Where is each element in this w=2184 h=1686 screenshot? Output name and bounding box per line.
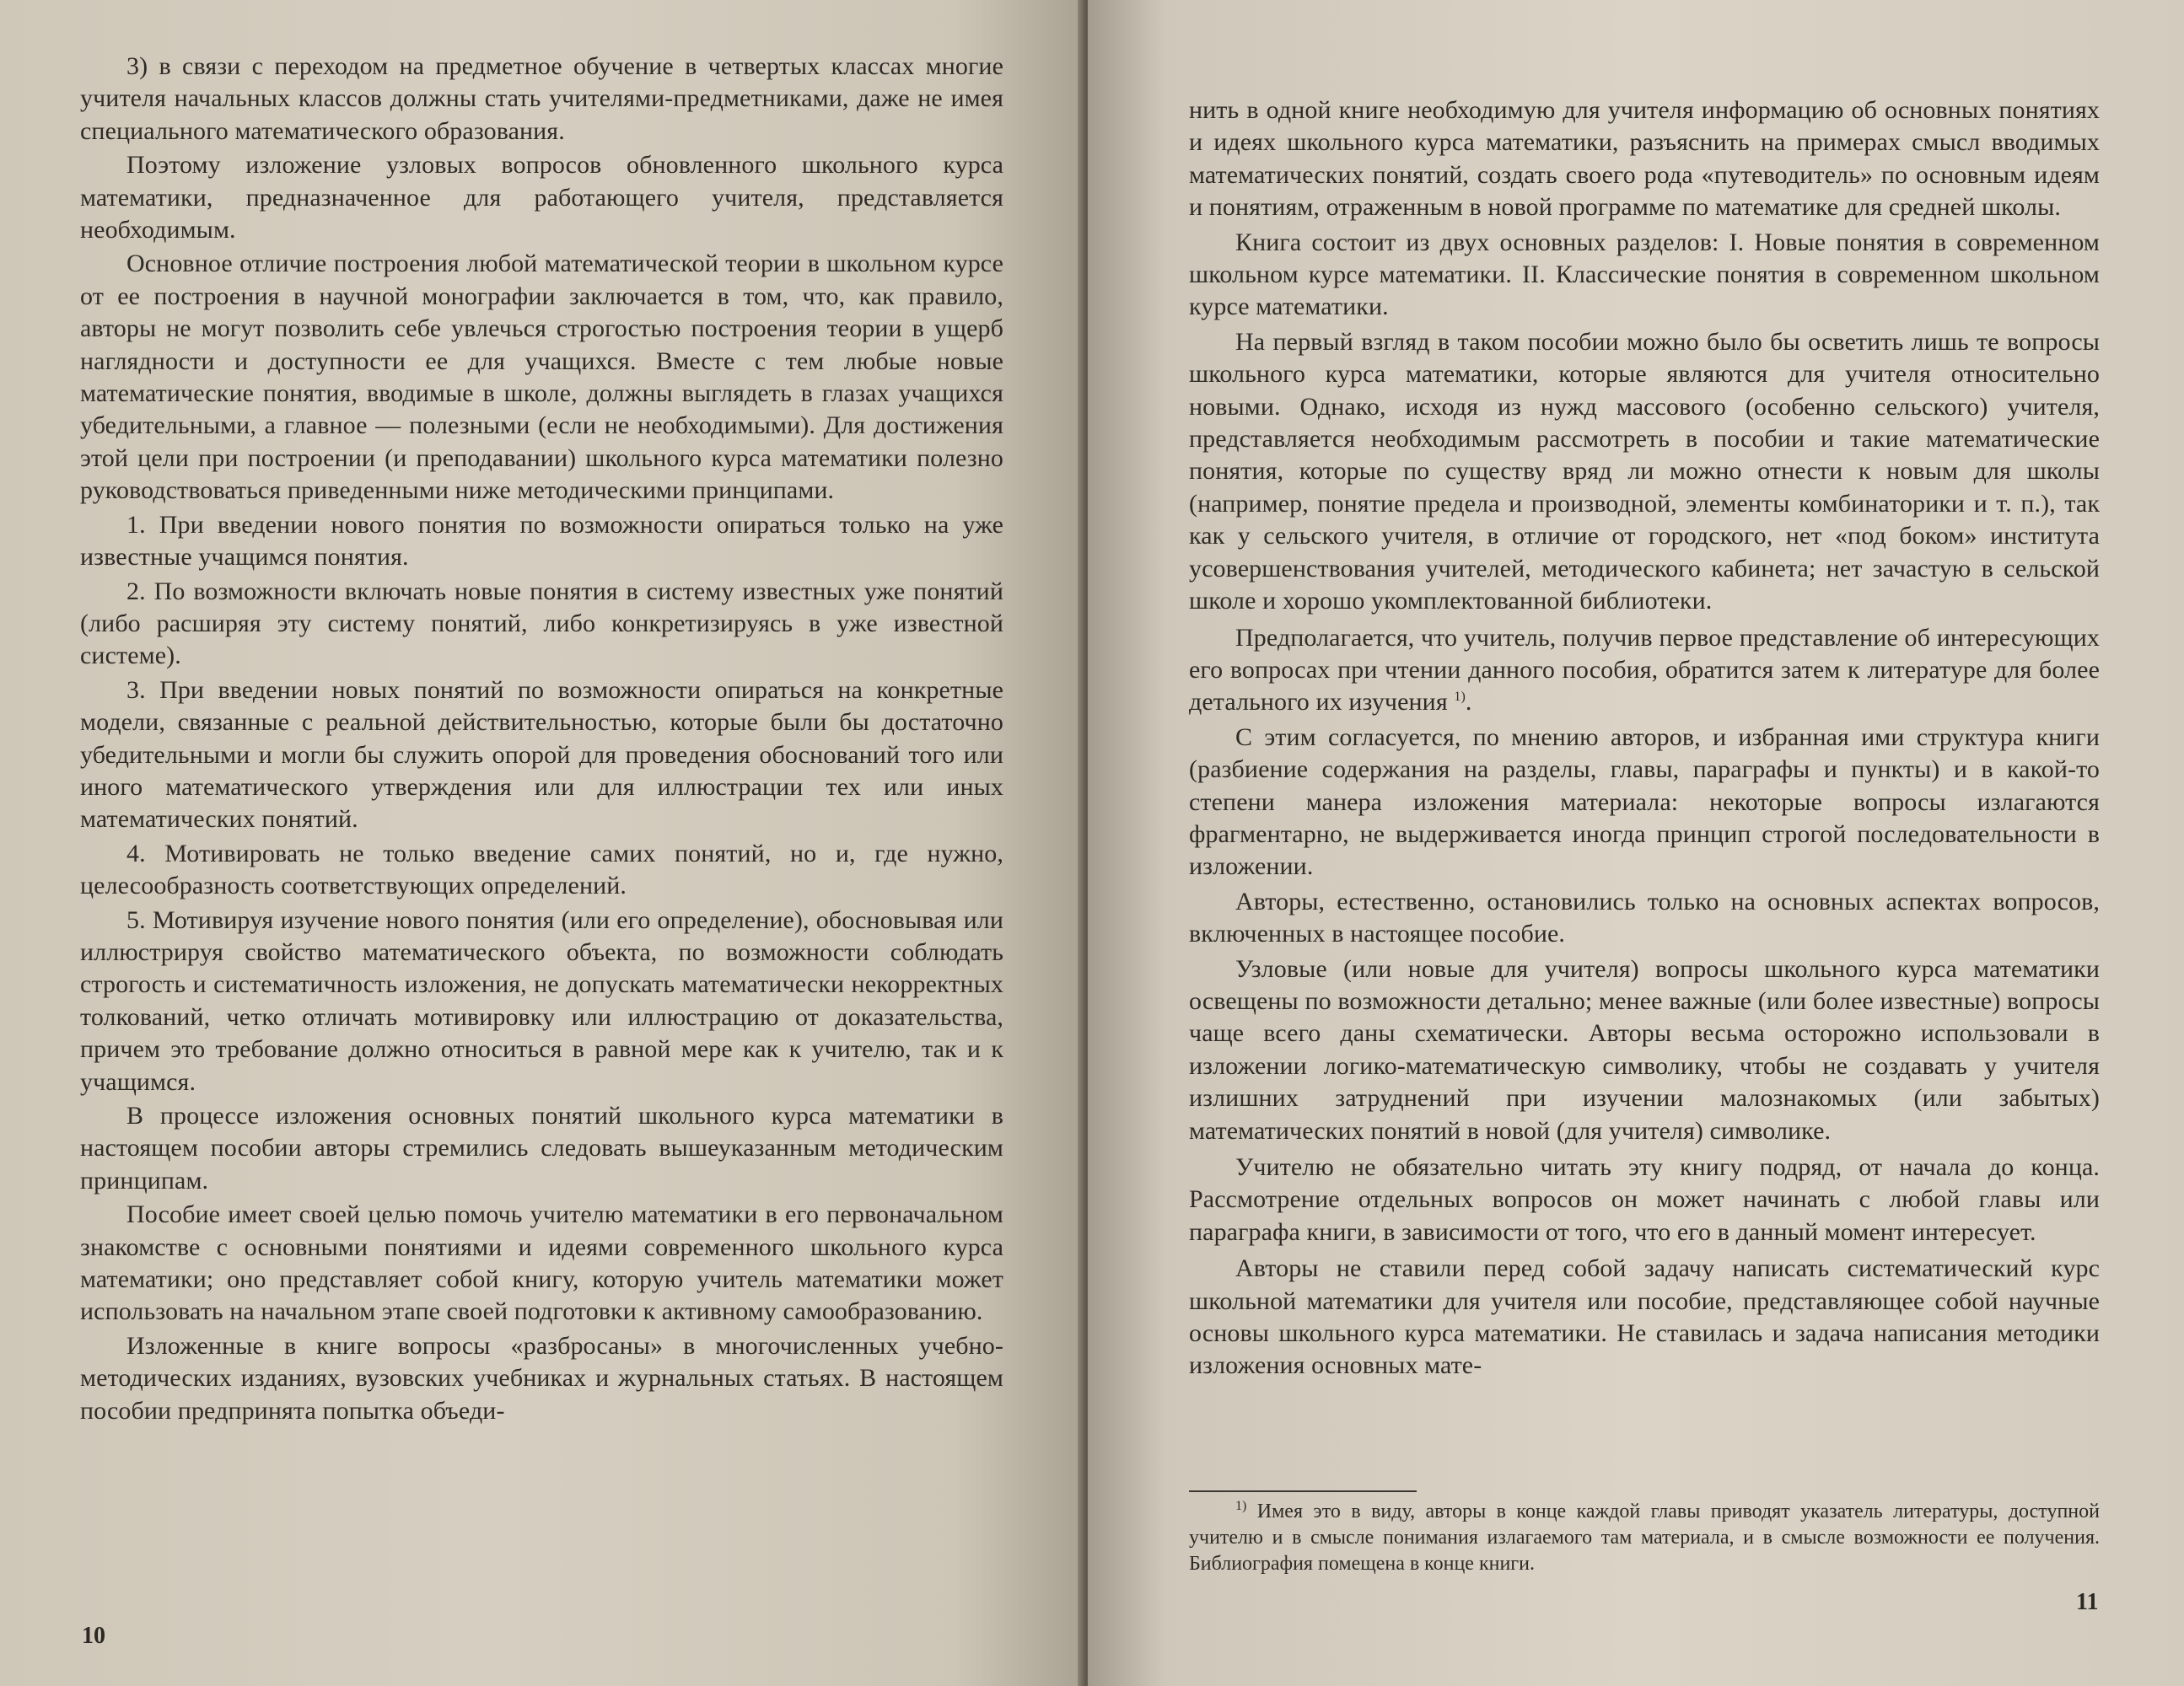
right-page	[1088, 0, 2184, 1686]
footnote-reference[interactable]: 1)	[1454, 690, 1466, 705]
paragraph: 5. Мотивируя изучение нового понятия (или его определение), обосновывая или иллюстрируя свойство математического объекта, по возможности соблюдать строгость и систематичность изложения, не допускать математически некорректных толкований, четко отличать мотивировку или иллюстрацию от доказательства, причем это требование должно относиться в равной мере как к учителю, так и к учащимся.	[80, 905, 1003, 1096]
paragraph: 2. По возможности включать новые понятия в систему известных уже понятий (либо расширяя эту систему понятий, либо конкретизируясь в уже известной системе).	[80, 577, 1003, 670]
paragraph-text: Предполагается, что учитель, получив первое представление об интересующих его вопросах при чтении данного пособия, обратится затем к литературе для более детального их изучения	[1189, 623, 2100, 717]
footnote	[1189, 1499, 2100, 1577]
footnote-text: Имея это в виду, авторы в конце каждой главы приводят указатель литературы, доступной учителю и в смысле понимания излагаемого там материала, и в смысле возможности ее получения. Библиография помещена в конце книги.	[1189, 1501, 2100, 1575]
left-page	[0, 0, 1084, 1686]
paragraph: Пособие имеет своей целью помочь учителю математики в его первоначальном знакомстве с основными понятиями и идеями современного школьного курса математики; оно представляет собой книгу, которую учитель математики может использовать на начальном этапе своей подготовки к активному самообразованию.	[80, 1200, 1003, 1326]
paragraph: Изложенные в книге вопросы «разбросаны» в многочисленных учебно-методических изданиях, вузовских учебниках и журнальных статьях. В настоящем пособии предпринята попытка объеди-	[80, 1331, 1003, 1425]
paragraph: Узловые (или новые для учителя) вопросы школьного курса математики освещены по возможности детально; менее важные (или более известные) вопросы чаще всего даны схематически. Авторы весьма осторожно использовали в изложении логико-математическую символику, чтобы не создавать у учителя излишних затруднений при изучении малознакомых (или забытых) математических понятий в новой (для учителя) символике.	[1189, 954, 2100, 1145]
paragraph: 3. При введении новых понятий по возможности опираться на конкретные модели, связанные с реальной действительностью, которые были бы достаточно убедительными и могли бы служить опорой для проведения обоснований того или иного математического утверждения или для иллюстрации тех или иных математических понятий.	[80, 675, 1003, 834]
paragraph: Авторы не ставили перед собой задачу написать систематический курс школьной математики для учителя или пособие, представляющее собой научные основы школьного курса математики. Не ставилась и задача написания методики изложения основных мате-	[1189, 1254, 2100, 1380]
paragraph-with-footnote-ref: Предполагается, что учитель, получив первое представление об интересующих его вопросах при чтении данного пособия, обратится затем к литературе для более детального их изучения $^{1)}$.	[1189, 623, 2100, 717]
paragraph: Учителю не обязательно читать эту книгу подряд, от начала до конца. Рассмотрение отдельных вопросов он может начинать с любой главы или параграфа книги, в зависимости от того, что его в данный момент интересует.	[1189, 1153, 2100, 1246]
paragraph: Авторы, естественно, остановились только на основных аспектах вопросов, включенных в настоящее пособие.	[1189, 887, 2100, 948]
left-page-text	[80, 51, 1003, 1429]
page-number: 10	[82, 1623, 105, 1649]
right-page-text	[1189, 94, 2100, 1385]
paragraph: С этим согласуется, по мнению авторов, и избранная ими структура книги (разбиение содержания на разделы, главы, параграфы и пункты) и в какой-то степени манера изложения материала: некоторые вопросы излагаются фрагментарно, не выдерживается иногда принцип строгой последовательности в изложении.	[1189, 722, 2100, 881]
footnote-rule	[1189, 1490, 1417, 1492]
paragraph: В процессе изложения основных понятий школьного курса математики в настоящем пособии авторы стремились следовать вышеуказанным методическим принципам.	[80, 1102, 1003, 1195]
paragraph: 4. Мотивировать не только введение самих понятий, но и, где нужно, целесообразность соответствующих определений.	[80, 839, 1003, 900]
paragraph: Поэтому изложение узловых вопросов обновленного школьного курса математики, предназначенное для работающего учителя, представляется необходимым.	[80, 151, 1003, 244]
paragraph: На первый взгляд в таком пособии можно было бы осветить лишь те вопросы школьного курса математики, которые являются для учителя относительно новыми. Однако, исходя из нужд массового (особенно сельского) учителя, представляется необходимым рассмотреть в пособии и такие математические понятия, которые по существу вряд ли можно отнести к новым для школы (например, понятие предела и производной, элементы комбинаторики и т. п.), так как у сельского учителя, в отличие от городского, нет «под боком» института усовершенствования учителей, методического кабинета; нет зачастую в сельской школе и хорошо укомплектованной библиотеки.	[1189, 327, 2100, 615]
footnote-marker: 1)	[1235, 1499, 1247, 1513]
paragraph: Основное отличие построения любой математической теории в школьном курсе от ее построения в научной монографии заключается в том, что, как правило, авторы не могут позволить себе увлечься строгостью построения теории в ущерб наглядности и доступности ее для учащихся. Вместе с тем любые новые математические понятия, вводимые в школе, должны выглядеть в глазах учащихся убедительными, а главное — полезными (если не необходимыми). Для достижения этой цели при построении (и преподавании) школьного курса математики полезно руководствоваться приведенными ниже методическими принципами.	[80, 250, 1003, 505]
page-number: 11	[2076, 1589, 2099, 1615]
paragraph: Книга состоит из двух основных разделов: I. Новые понятия в современном школьном курсе математики. II. Классические понятия в современном школьном курсе математики.	[1189, 228, 2100, 321]
paragraph: нить в одной книге необходимую для учителя информацию об основных понятиях и идеях школьного курса математики, разъяснить на примерах смысл вводимых математических понятий, создать своего рода «путеводитель» по основным идеям и понятиям, отраженным в новой программе по математике для средней школы.	[1189, 96, 2100, 222]
paragraph: 1. При введении нового понятия по возможности опираться только на уже известные учащимся понятия.	[80, 510, 1003, 572]
paragraph: 3) в связи с переходом на предметное обучение в четвертых классах многие учителя начальных классов должны стать учителями-предметниками, даже не имея специального математического образования.	[80, 52, 1003, 145]
